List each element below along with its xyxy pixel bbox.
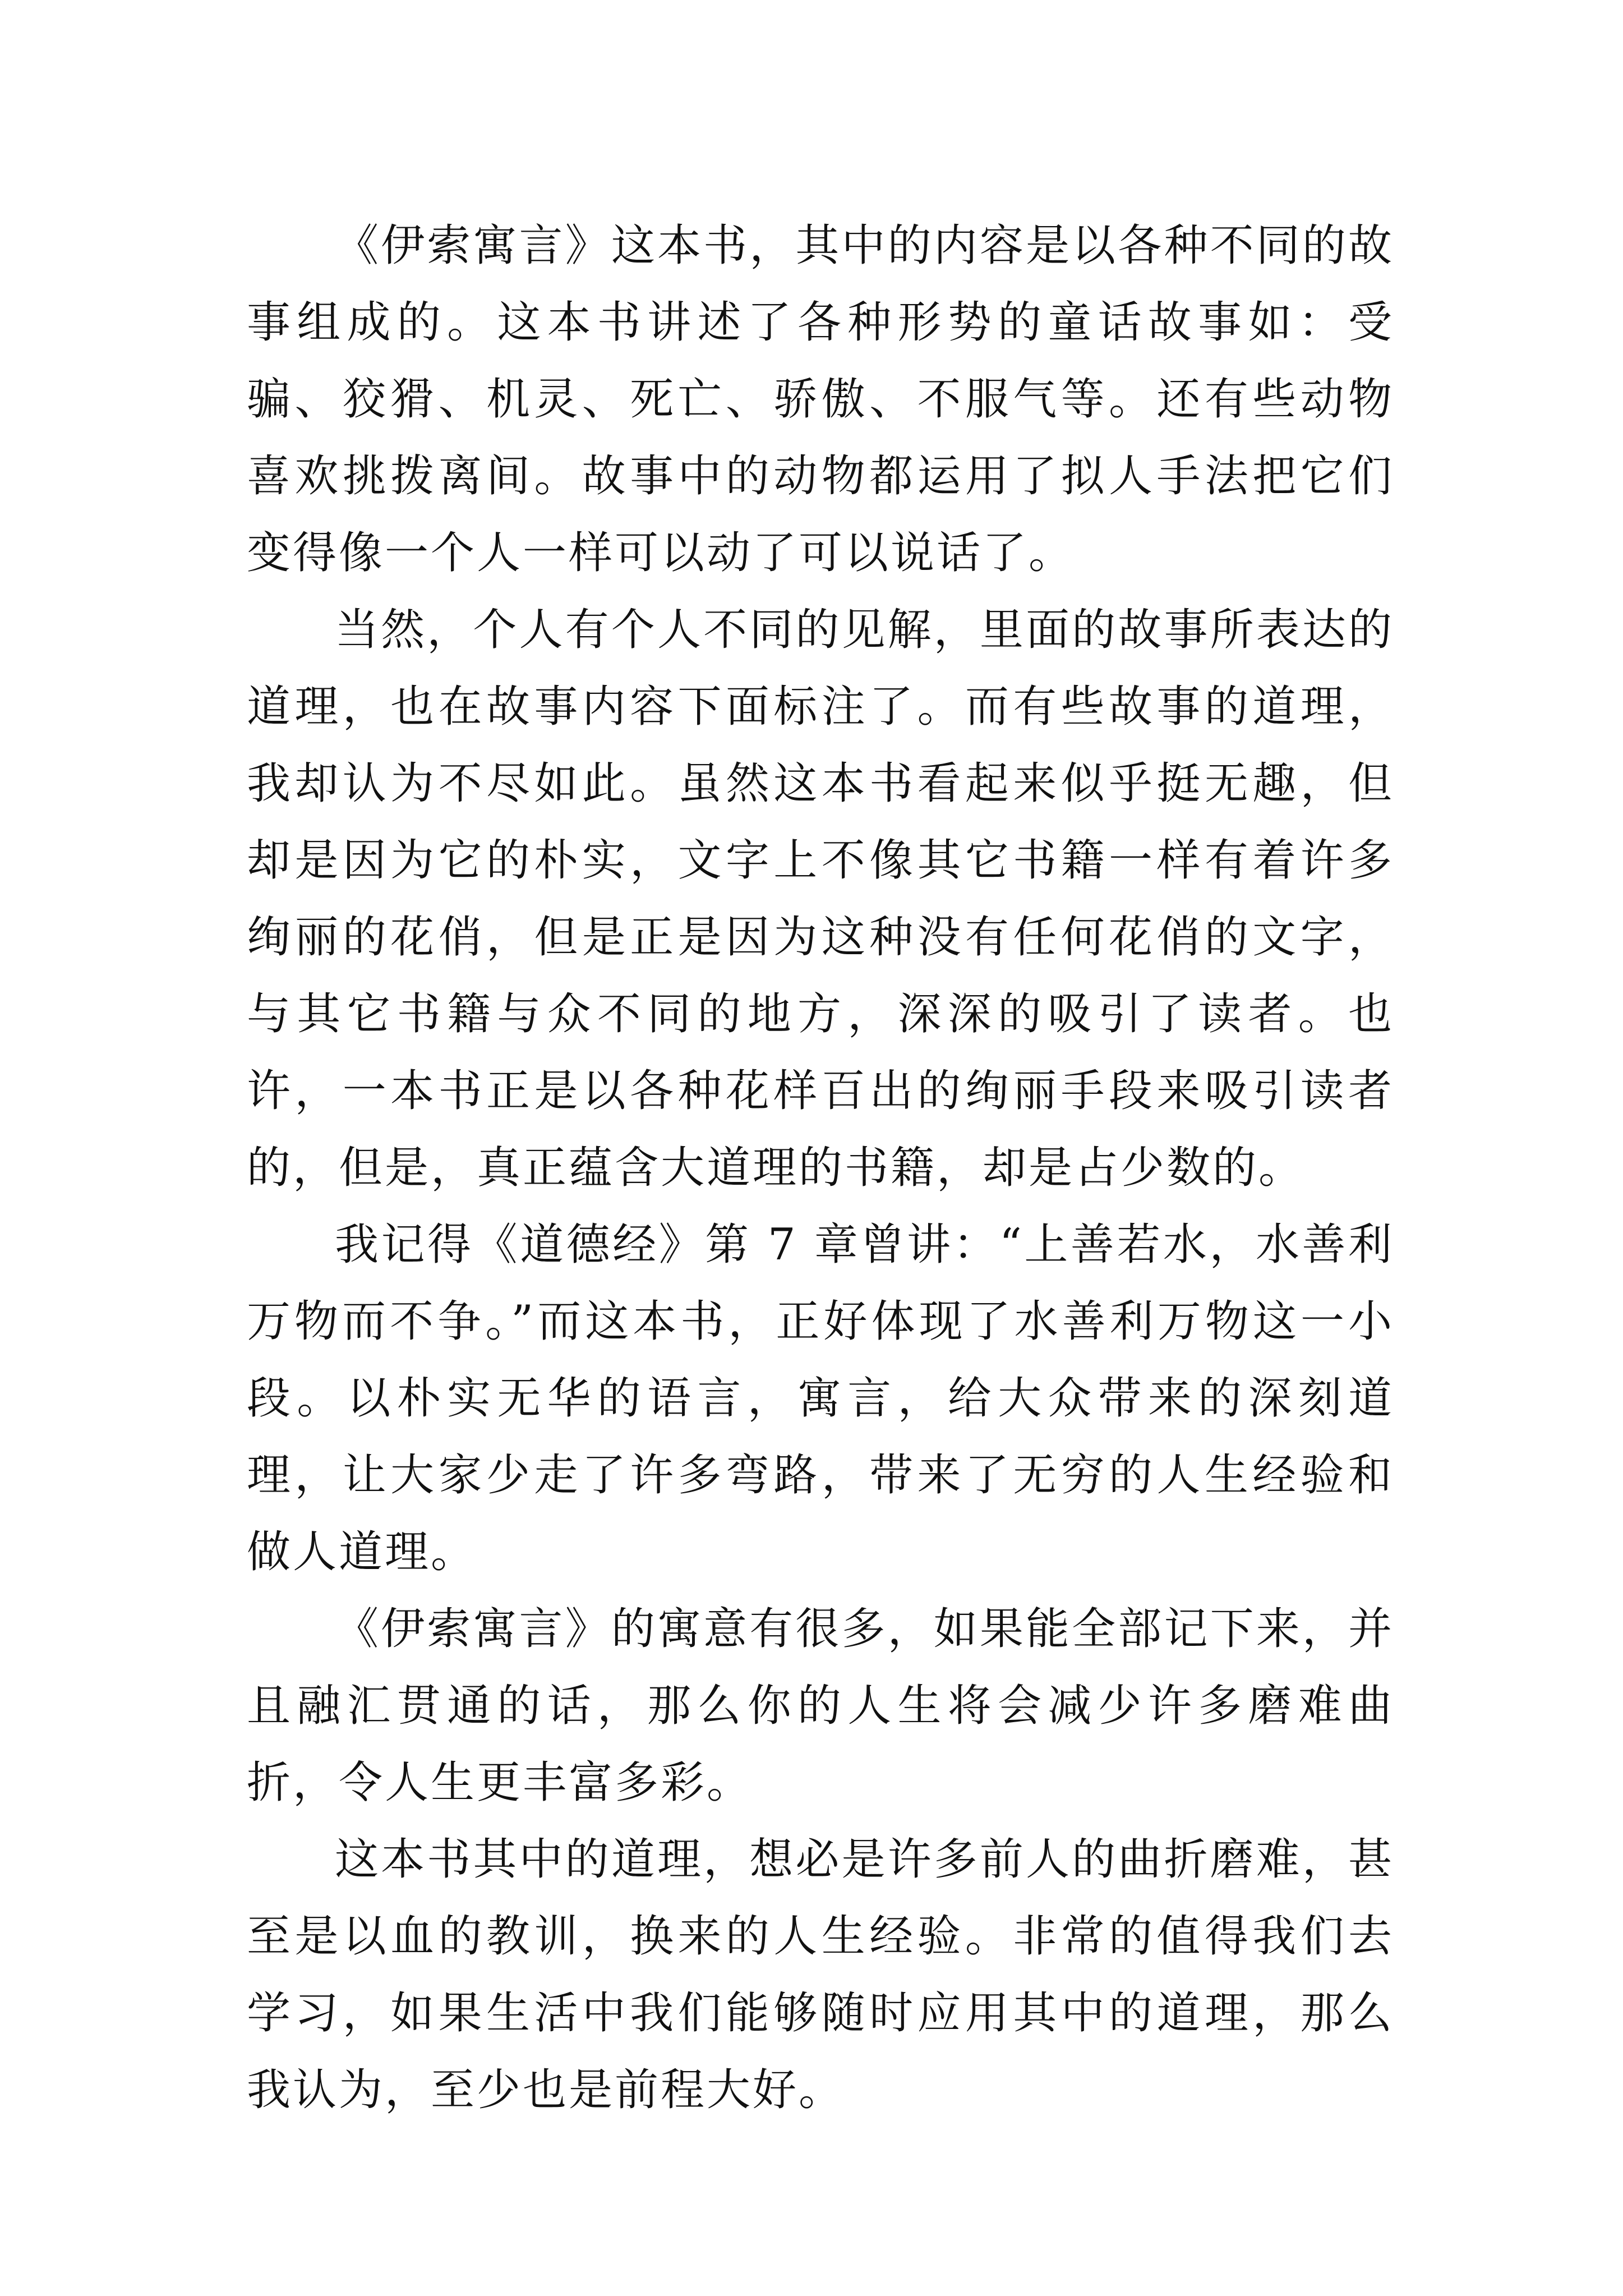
paragraph-3: 我记得《道德经》第 7 章曾讲：“上善若水，水善利万物而不争。”而这本书，正好体现了水善利万物这一小段。以朴实无华的语言，寓言，给大众带来的深刻道理，让大家少走了许多弯路，带来了无穷的人生经验和做人道理。 <box>247 1220 1394 1577</box>
paragraph-5: 这本书其中的道理，想必是许多前人的曲折磨难，甚至是以血的教训，换来的人生经验。非常的值得我们去学习，如果生活中我们能够随时应用其中的道理，那么我认为，至少也是前程大好。 <box>247 1834 1394 2115</box>
paragraph-2: 当然，个人有个人不同的见解，里面的故事所表达的道理，也在故事内容下面标注了。而有些故事的道理，我却认为不尽如此。虽然这本书看起来似乎挺无趣，但却是因为它的朴实，文字上不像其它书籍一样有着许多绚丽的花俏，但是正是因为这种没有任何花俏的文字，与其它书籍与众不同的地方，深深的吸引了读者。也许，一本书正是以各种花样百出的绚丽手段来吸引读者的，但是，真正蕴含大道理的书籍，却是占少数的。 <box>247 605 1394 1193</box>
document-body <box>247 208 1394 2129</box>
paragraph-1: 《伊索寓言》这本书，其中的内容是以各种不同的故事组成的。这本书讲述了各种形势的童话故事如：受骗、狡猾、机灵、死亡、骄傲、不服气等。还有些动物喜欢挑拨离间。故事中的动物都运用了拟人手法把它们变得像一个人一样可以动了可以说话了。 <box>247 220 1394 578</box>
paragraph-4: 《伊索寓言》的寓意有很多，如果能全部记下来，并且融汇贯通的话，那么你的人生将会减少许多磨难曲折，令人生更丰富多彩。 <box>247 1604 1394 1808</box>
